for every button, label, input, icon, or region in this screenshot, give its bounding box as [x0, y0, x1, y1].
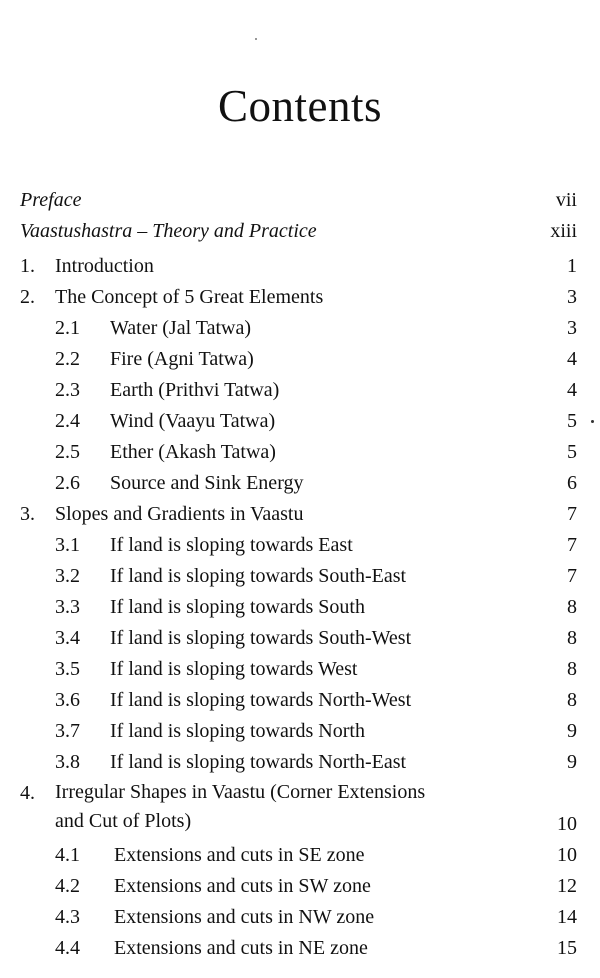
toc-entry-label: If land is sloping towards North-West [110, 689, 412, 711]
toc-page-number: 7 [567, 565, 577, 587]
toc-page-number: 5 [567, 410, 577, 432]
toc-entry-section[interactable] [0, 375, 600, 406]
toc-entry-number: 2.2 [55, 348, 80, 370]
print-speck [255, 38, 257, 40]
toc-entry-number: 4.2 [55, 875, 80, 897]
toc-entry-section[interactable] [0, 406, 600, 437]
toc-page-number: 14 [557, 906, 577, 928]
toc-entry-number: 3.2 [55, 565, 80, 587]
toc-entry-section[interactable] [0, 437, 600, 468]
toc-entry-number: 3.6 [55, 689, 80, 711]
toc-entry-label: If land is sloping towards North-East [110, 751, 407, 773]
toc-entry-label: Extensions and cuts in SE zone [114, 844, 365, 866]
toc-entry-number: 2. [20, 286, 35, 308]
toc-page-number: 6 [567, 472, 577, 494]
toc-entry-label: The Concept of 5 Great Elements [55, 286, 324, 308]
toc-entry-section[interactable] [0, 840, 600, 871]
toc-entry-section[interactable] [0, 530, 600, 561]
toc-entry-section[interactable] [0, 654, 600, 685]
toc-entry-label: If land is sloping towards South-East [110, 565, 407, 587]
toc-page-number: 8 [567, 596, 577, 618]
toc-page-number: vii [555, 189, 577, 211]
toc-page-number: 8 [567, 689, 577, 711]
toc-entry-label: Introduction [55, 255, 154, 277]
toc-page-number: 4 [567, 348, 577, 370]
toc-page-number: 9 [567, 720, 577, 742]
toc-entry-label: Extensions and cuts in SW zone [114, 875, 371, 897]
toc-page-number: 7 [567, 503, 577, 525]
toc-entry-section[interactable] [0, 716, 600, 747]
toc-entry-section[interactable] [0, 468, 600, 499]
toc-entry-number: 2.3 [55, 379, 80, 401]
toc-entry-number: 3.1 [55, 534, 80, 556]
toc-entry-number: 1. [20, 255, 35, 277]
toc-entry-label: Slopes and Gradients in Vaastu [55, 503, 304, 525]
toc-entry-label [55, 778, 425, 836]
toc-entry-label-line: and Cut of Plots) [55, 810, 192, 832]
toc-entry-chapter[interactable] [0, 282, 600, 313]
toc-entry-label: Water (Jal Tatwa) [110, 317, 251, 339]
toc-entry-label-line: Irregular Shapes in Vaastu (Corner Extensions [55, 781, 426, 803]
toc-page-number: 10 [557, 813, 577, 835]
toc-page-number: 3 [567, 286, 577, 308]
toc-entry-label: Earth (Prithvi Tatwa) [110, 379, 280, 401]
page-title: Contents [217, 81, 382, 131]
toc-page-number: 8 [567, 658, 577, 680]
toc-page-number: 10 [557, 844, 577, 866]
toc-entry-section[interactable] [0, 592, 600, 623]
toc-entry-label: Wind (Vaayu Tatwa) [110, 410, 276, 432]
toc-entry-number: 3.4 [55, 627, 80, 649]
toc-entry-label: If land is sloping towards West [110, 658, 358, 680]
toc-entry-section[interactable] [0, 685, 600, 716]
toc-page-number: 5 [567, 441, 577, 463]
toc-entry-number: 4.4 [55, 937, 80, 959]
toc-entry-label: Extensions and cuts in NE zone [114, 937, 368, 959]
toc-entry-number: 2.4 [55, 410, 80, 432]
toc-page-number: 9 [567, 751, 577, 773]
toc-entry-number: 2.5 [55, 441, 80, 463]
toc-entry-number: 3.5 [55, 658, 80, 680]
toc-entry-number: 2.1 [55, 317, 80, 339]
toc-entry-label: If land is sloping towards North [110, 720, 365, 742]
toc-entry-label: Extensions and cuts in NW zone [114, 906, 375, 928]
table-of-contents [0, 185, 600, 964]
toc-entry-label: If land is sloping towards East [110, 534, 353, 556]
toc-entry-chapter[interactable] [0, 251, 600, 282]
toc-entry-label: Ether (Akash Tatwa) [110, 441, 276, 463]
toc-entry-label: Fire (Agni Tatwa) [110, 348, 254, 370]
toc-entry-number: 3.7 [55, 720, 80, 742]
toc-entry-preface[interactable] [0, 185, 600, 216]
toc-page-number: 12 [557, 875, 577, 897]
toc-entry-section[interactable] [0, 747, 600, 778]
toc-entry-theory-practice[interactable] [0, 216, 600, 247]
toc-entry-number: 3. [20, 503, 35, 525]
toc-page-number: xiii [550, 220, 577, 242]
toc-entry-number: 4. [20, 782, 35, 804]
toc-entry-number: 2.6 [55, 472, 80, 494]
toc-entry-number: 4.1 [55, 844, 80, 866]
toc-entry-section[interactable] [0, 933, 600, 964]
toc-page-number: 8 [567, 627, 577, 649]
toc-entry-section[interactable] [0, 561, 600, 592]
toc-entry-chapter[interactable] [0, 499, 600, 530]
toc-entry-number: 3.8 [55, 751, 80, 773]
toc-page-number: 4 [567, 379, 577, 401]
toc-entry-chapter[interactable] [0, 778, 600, 840]
toc-entry-label: Source and Sink Energy [110, 472, 304, 494]
toc-entry-label: If land is sloping towards South-West [110, 627, 412, 649]
toc-page-number: 15 [557, 937, 577, 959]
toc-entry-number: 3.3 [55, 596, 80, 618]
toc-entry-label: Preface [20, 189, 82, 211]
toc-entry-section[interactable] [0, 623, 600, 654]
toc-entry-section[interactable] [0, 902, 600, 933]
toc-page-number: 3 [567, 317, 577, 339]
toc-entry-label: Vaastushastra – Theory and Practice [20, 220, 317, 242]
toc-entry-number: 4.3 [55, 906, 80, 928]
toc-entry-section[interactable] [0, 344, 600, 375]
toc-entry-section[interactable] [0, 871, 600, 902]
toc-entry-label: If land is sloping towards South [110, 596, 365, 618]
toc-page-number: 1 [567, 255, 577, 277]
toc-page-number: 7 [567, 534, 577, 556]
toc-entry-section[interactable] [0, 313, 600, 344]
